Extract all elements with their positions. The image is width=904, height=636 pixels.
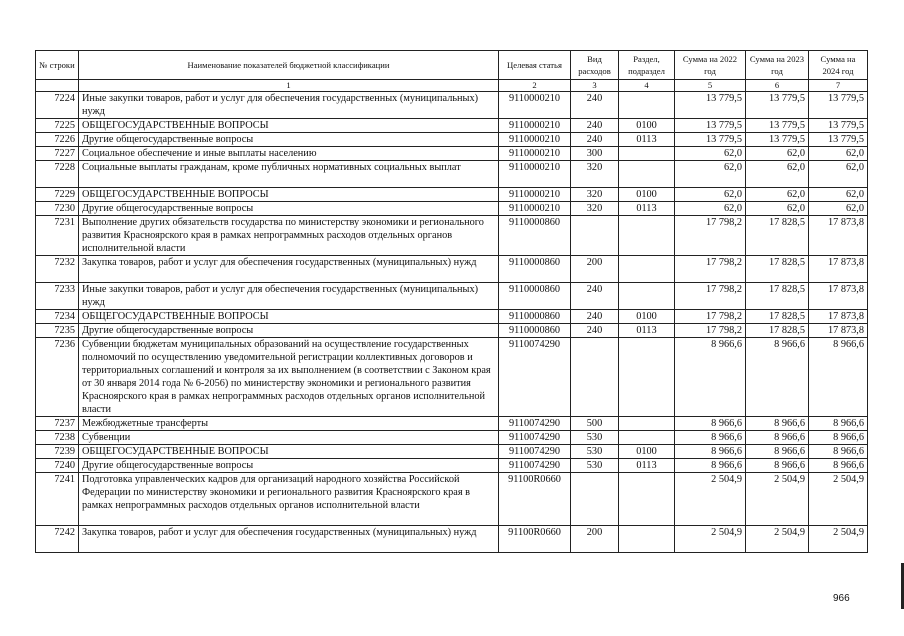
- row-target: 9110074290: [499, 338, 571, 417]
- row-target: 9110000210: [499, 133, 571, 147]
- header-name: Наименование показателей бюджетной классификации: [79, 51, 499, 80]
- table-row: [36, 445, 868, 459]
- row-sum-2022: 62,0: [675, 147, 746, 161]
- row-kind: 320: [571, 161, 619, 188]
- header-section: Раздел, подраздел: [619, 51, 675, 80]
- header-kind: Вид расходов: [571, 51, 619, 80]
- row-kind: 240: [571, 92, 619, 119]
- row-number: 7240: [36, 459, 79, 473]
- row-kind: 320: [571, 202, 619, 216]
- row-sum-2022: 62,0: [675, 188, 746, 202]
- row-section: 0100: [619, 188, 675, 202]
- row-number: 7226: [36, 133, 79, 147]
- table-row: [36, 310, 868, 324]
- row-section: [619, 283, 675, 310]
- table-row: [36, 202, 868, 216]
- row-number: 7231: [36, 216, 79, 256]
- row-sum-2022: 8 966,6: [675, 431, 746, 445]
- row-sum-2023: 62,0: [746, 188, 809, 202]
- row-kind: 240: [571, 310, 619, 324]
- row-sum-2023: 8 966,6: [746, 459, 809, 473]
- row-number: 7232: [36, 256, 79, 283]
- table-row: [36, 216, 868, 256]
- column-index: 3: [571, 80, 619, 92]
- table-row: [36, 338, 868, 417]
- row-target: 9110000860: [499, 256, 571, 283]
- row-number: 7224: [36, 92, 79, 119]
- row-sum-2023: 17 828,5: [746, 283, 809, 310]
- row-name: Другие общегосударственные вопросы: [79, 133, 499, 147]
- row-number: 7235: [36, 324, 79, 338]
- row-sum-2024: 17 873,8: [809, 283, 868, 310]
- row-sum-2023: 2 504,9: [746, 526, 809, 553]
- row-sum-2024: 2 504,9: [809, 473, 868, 526]
- table-body: [36, 92, 868, 553]
- row-number: 7233: [36, 283, 79, 310]
- row-section: [619, 216, 675, 256]
- table-row: [36, 92, 868, 119]
- row-kind: 530: [571, 459, 619, 473]
- header-row: [36, 51, 868, 80]
- row-sum-2022: 62,0: [675, 161, 746, 188]
- column-index: 6: [746, 80, 809, 92]
- row-sum-2024: 13 779,5: [809, 92, 868, 119]
- row-name: Другие общегосударственные вопросы: [79, 202, 499, 216]
- row-target: 9110000860: [499, 216, 571, 256]
- row-section: [619, 161, 675, 188]
- row-number: 7236: [36, 338, 79, 417]
- row-name: ОБЩЕГОСУДАРСТВЕННЫЕ ВОПРОСЫ: [79, 119, 499, 133]
- row-name: Иные закупки товаров, работ и услуг для обеспечения государственных (муниципальных) нужд: [79, 92, 499, 119]
- header-sum-2022: Сумма на 2022 год: [675, 51, 746, 80]
- row-number: 7227: [36, 147, 79, 161]
- table-row: [36, 526, 868, 553]
- row-target: 9110000860: [499, 283, 571, 310]
- row-section: [619, 431, 675, 445]
- row-name: Межбюджетные трансферты: [79, 417, 499, 431]
- row-sum-2024: 62,0: [809, 147, 868, 161]
- row-sum-2024: 8 966,6: [809, 431, 868, 445]
- row-sum-2023: 13 779,5: [746, 92, 809, 119]
- row-target: 9110000210: [499, 119, 571, 133]
- row-kind: 300: [571, 147, 619, 161]
- row-sum-2022: 17 798,2: [675, 310, 746, 324]
- row-sum-2023: 2 504,9: [746, 473, 809, 526]
- row-target: 9110000210: [499, 147, 571, 161]
- column-index: 7: [809, 80, 868, 92]
- column-index: 5: [675, 80, 746, 92]
- row-name: Другие общегосударственные вопросы: [79, 324, 499, 338]
- row-number: 7228: [36, 161, 79, 188]
- row-number: 7230: [36, 202, 79, 216]
- row-sum-2023: 8 966,6: [746, 338, 809, 417]
- row-sum-2024: 17 873,8: [809, 256, 868, 283]
- row-kind: [571, 473, 619, 526]
- row-sum-2024: 13 779,5: [809, 133, 868, 147]
- row-number: 7234: [36, 310, 79, 324]
- row-target: 9110000210: [499, 188, 571, 202]
- table-row: [36, 417, 868, 431]
- row-name: Закупка товаров, работ и услуг для обеспечения государственных (муниципальных) нужд: [79, 526, 499, 553]
- row-number: 7241: [36, 473, 79, 526]
- table-row: [36, 133, 868, 147]
- row-section: 0113: [619, 459, 675, 473]
- row-section: 0100: [619, 310, 675, 324]
- row-section: 0113: [619, 133, 675, 147]
- row-kind: 530: [571, 445, 619, 459]
- row-name: Социальные выплаты гражданам, кроме публичных нормативных социальных выплат: [79, 161, 499, 188]
- row-kind: 320: [571, 188, 619, 202]
- row-section: [619, 473, 675, 526]
- row-sum-2024: 17 873,8: [809, 324, 868, 338]
- budget-table: [35, 50, 868, 553]
- column-index: [36, 80, 79, 92]
- row-sum-2022: 13 779,5: [675, 119, 746, 133]
- row-sum-2022: 2 504,9: [675, 526, 746, 553]
- row-sum-2022: 17 798,2: [675, 256, 746, 283]
- row-sum-2022: 17 798,2: [675, 283, 746, 310]
- row-section: [619, 92, 675, 119]
- row-name: ОБЩЕГОСУДАРСТВЕННЫЕ ВОПРОСЫ: [79, 445, 499, 459]
- table-row: [36, 161, 868, 188]
- row-sum-2024: 62,0: [809, 202, 868, 216]
- row-sum-2024: 8 966,6: [809, 459, 868, 473]
- row-target: 9110000210: [499, 161, 571, 188]
- row-name: Закупка товаров, работ и услуг для обеспечения государственных (муниципальных) нужд: [79, 256, 499, 283]
- row-target: 9110074290: [499, 445, 571, 459]
- row-number: 7237: [36, 417, 79, 431]
- row-sum-2022: 8 966,6: [675, 338, 746, 417]
- row-target: 9110000860: [499, 324, 571, 338]
- row-target: 9110074290: [499, 459, 571, 473]
- row-number: 7242: [36, 526, 79, 553]
- row-sum-2023: 17 828,5: [746, 310, 809, 324]
- row-section: [619, 256, 675, 283]
- row-kind: 240: [571, 133, 619, 147]
- column-index: 2: [499, 80, 571, 92]
- row-section: 0113: [619, 324, 675, 338]
- row-name: Иные закупки товаров, работ и услуг для обеспечения государственных (муниципальных) нужд: [79, 283, 499, 310]
- row-kind: 200: [571, 256, 619, 283]
- row-sum-2023: 8 966,6: [746, 431, 809, 445]
- row-sum-2024: 8 966,6: [809, 338, 868, 417]
- row-sum-2022: 8 966,6: [675, 459, 746, 473]
- row-kind: [571, 216, 619, 256]
- row-sum-2023: 17 828,5: [746, 256, 809, 283]
- row-sum-2022: 13 779,5: [675, 133, 746, 147]
- row-target: 9110000210: [499, 202, 571, 216]
- row-kind: 240: [571, 324, 619, 338]
- row-section: [619, 147, 675, 161]
- row-sum-2022: 2 504,9: [675, 473, 746, 526]
- row-target: 9110074290: [499, 417, 571, 431]
- row-number: 7238: [36, 431, 79, 445]
- column-index: 4: [619, 80, 675, 92]
- row-kind: 240: [571, 283, 619, 310]
- row-name: ОБЩЕГОСУДАРСТВЕННЫЕ ВОПРОСЫ: [79, 188, 499, 202]
- row-target: 9110000860: [499, 310, 571, 324]
- row-sum-2024: 62,0: [809, 161, 868, 188]
- row-name: Субвенции бюджетам муниципальных образований на осуществление государственных полномочий по осуществлению уведомительной регистрации коллективных договоров и территориальных соглашений и контроля за их выполнением (в соответствии с Законом края от 30 января 2014 года № 6-2056) по министерству экономики и регионального развития Красноярского края в рамках непрограммных расходов отдельных органов исполнительной власти: [79, 338, 499, 417]
- row-sum-2023: 17 828,5: [746, 216, 809, 256]
- row-sum-2023: 8 966,6: [746, 445, 809, 459]
- row-name: ОБЩЕГОСУДАРСТВЕННЫЕ ВОПРОСЫ: [79, 310, 499, 324]
- row-sum-2024: 8 966,6: [809, 417, 868, 431]
- row-number: 7225: [36, 119, 79, 133]
- row-sum-2022: 8 966,6: [675, 445, 746, 459]
- column-index: 1: [79, 80, 499, 92]
- table-row: [36, 188, 868, 202]
- row-target: 9110074290: [499, 431, 571, 445]
- header-row-no: № строки: [36, 51, 79, 80]
- row-sum-2024: 13 779,5: [809, 119, 868, 133]
- row-kind: 240: [571, 119, 619, 133]
- header-sum-2024: Сумма на 2024 год: [809, 51, 868, 80]
- row-number: 7239: [36, 445, 79, 459]
- header-target: Целевая статья: [499, 51, 571, 80]
- row-kind: 530: [571, 431, 619, 445]
- row-number: 7229: [36, 188, 79, 202]
- row-sum-2023: 13 779,5: [746, 119, 809, 133]
- row-sum-2022: 17 798,2: [675, 324, 746, 338]
- row-sum-2024: 2 504,9: [809, 526, 868, 553]
- row-kind: 500: [571, 417, 619, 431]
- row-sum-2024: 17 873,8: [809, 216, 868, 256]
- table-row: [36, 256, 868, 283]
- row-target: 91100R0660: [499, 526, 571, 553]
- row-name: Субвенции: [79, 431, 499, 445]
- row-sum-2023: 17 828,5: [746, 324, 809, 338]
- row-target: 91100R0660: [499, 473, 571, 526]
- row-sum-2023: 62,0: [746, 161, 809, 188]
- row-sum-2022: 8 966,6: [675, 417, 746, 431]
- row-section: [619, 417, 675, 431]
- page-number: 966: [833, 593, 850, 604]
- row-name: Подготовка управленческих кадров для организаций народного хозяйства Российской Федерации по министерству экономики и регионального развития Красноярского края в рамках непрограммных расходов отдельных органов исполнительной власти: [79, 473, 499, 526]
- row-section: [619, 526, 675, 553]
- row-target: 9110000210: [499, 92, 571, 119]
- row-section: [619, 338, 675, 417]
- table-row: [36, 283, 868, 310]
- row-sum-2024: 8 966,6: [809, 445, 868, 459]
- row-name: Социальное обеспечение и иные выплаты населению: [79, 147, 499, 161]
- column-index-row: [36, 80, 868, 92]
- table-row: [36, 431, 868, 445]
- row-sum-2022: 17 798,2: [675, 216, 746, 256]
- row-sum-2023: 62,0: [746, 147, 809, 161]
- row-section: 0100: [619, 119, 675, 133]
- row-sum-2023: 8 966,6: [746, 417, 809, 431]
- table-row: [36, 324, 868, 338]
- header-sum-2023: Сумма на 2023 год: [746, 51, 809, 80]
- row-sum-2022: 62,0: [675, 202, 746, 216]
- row-name: Другие общегосударственные вопросы: [79, 459, 499, 473]
- row-sum-2022: 13 779,5: [675, 92, 746, 119]
- row-sum-2023: 13 779,5: [746, 133, 809, 147]
- table-row: [36, 473, 868, 526]
- row-kind: 200: [571, 526, 619, 553]
- row-sum-2024: 62,0: [809, 188, 868, 202]
- row-sum-2024: 17 873,8: [809, 310, 868, 324]
- table-row: [36, 119, 868, 133]
- row-sum-2023: 62,0: [746, 202, 809, 216]
- table-row: [36, 147, 868, 161]
- table-row: [36, 459, 868, 473]
- row-name: Выполнение других обязательств государства по министерству экономики и регионального развития Красноярского края в рамках непрограммных расходов отдельных органов исполнительной власти: [79, 216, 499, 256]
- row-section: 0100: [619, 445, 675, 459]
- row-section: 0113: [619, 202, 675, 216]
- row-kind: [571, 338, 619, 417]
